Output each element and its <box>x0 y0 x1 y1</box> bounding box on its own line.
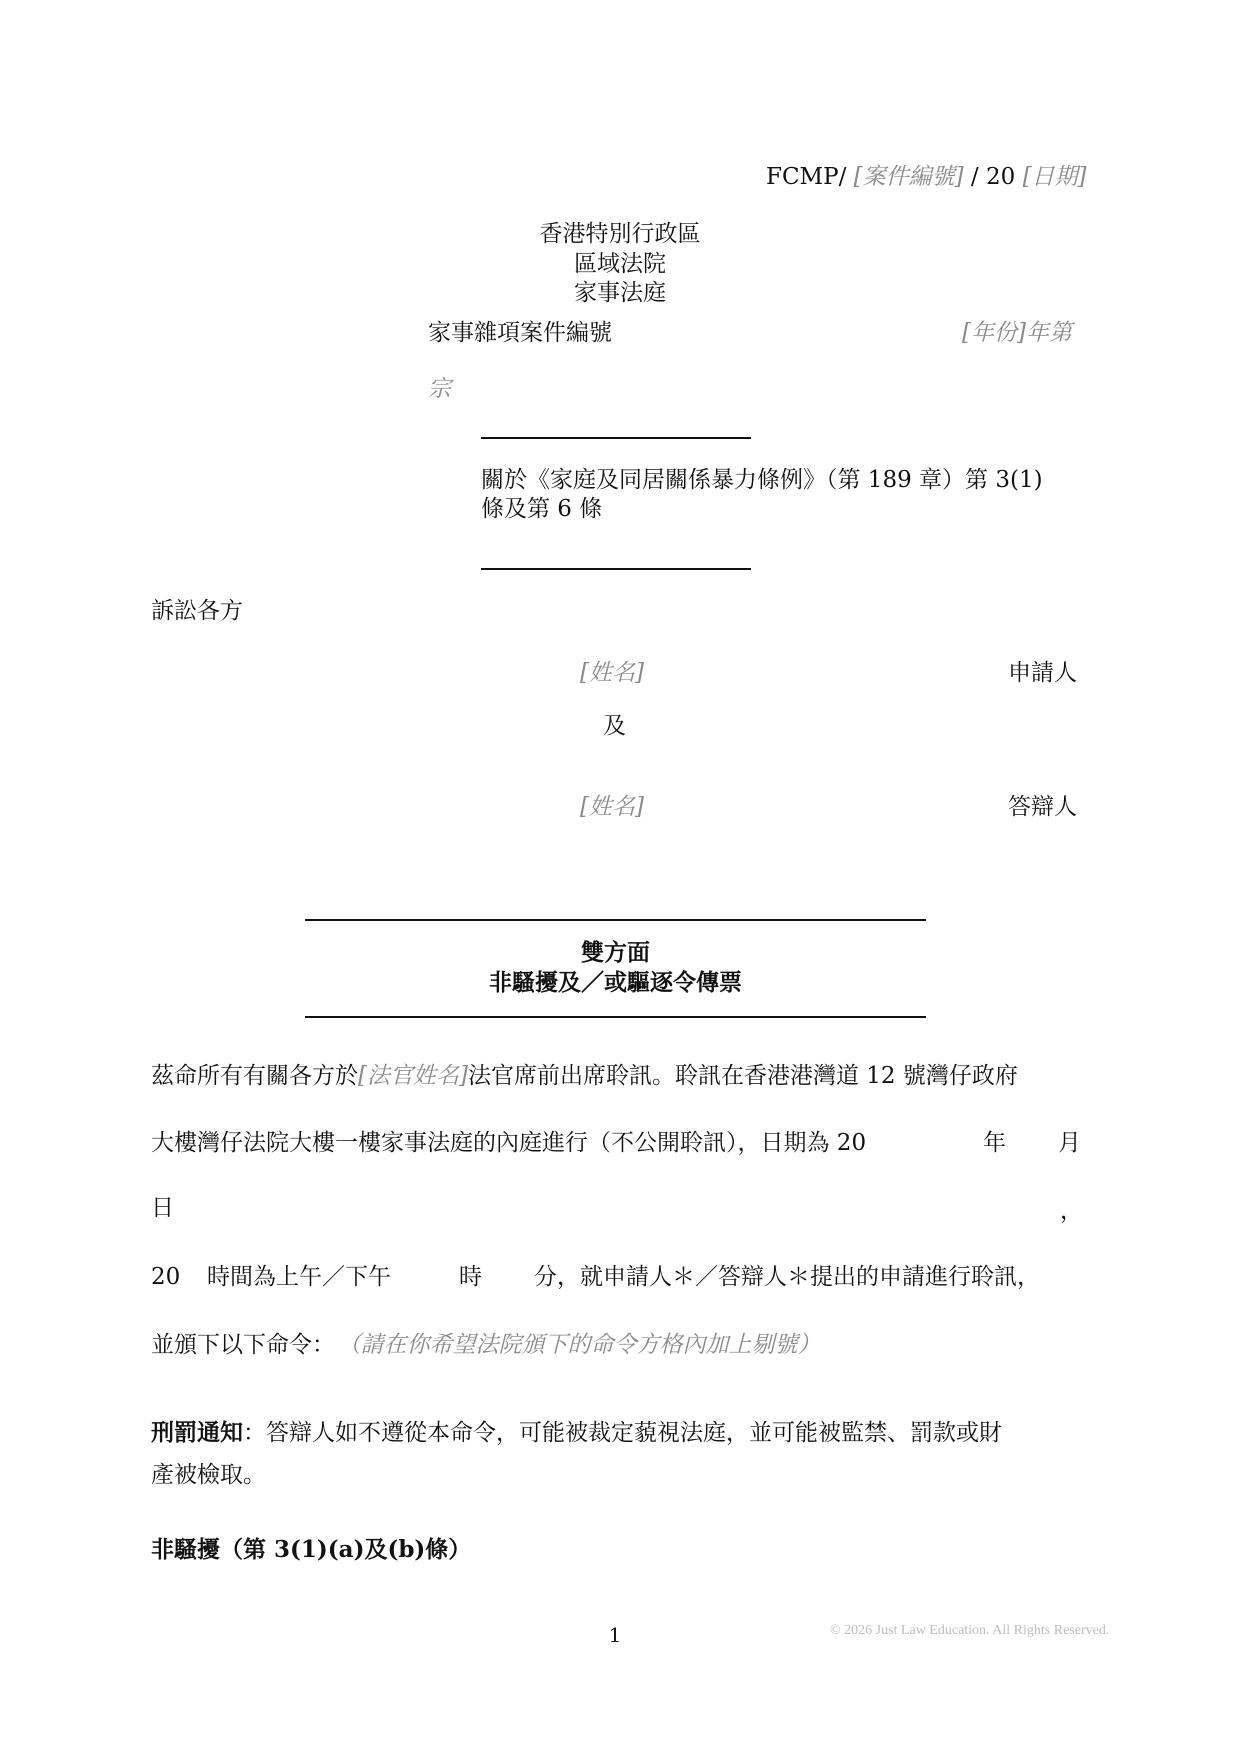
statute-line-1: 關於《家庭及同居關係暴力條例》（第 189 章）第 3(1) <box>481 467 1043 493</box>
year-suffix: 年第 <box>1025 320 1072 346</box>
applicant-name-placeholder: [姓名] <box>580 660 644 686</box>
case-type-label: 家事雜項案件編號 <box>428 320 612 346</box>
case-year-field <box>962 318 1072 348</box>
respondent-name-placeholder: [姓名] <box>580 794 644 820</box>
title-bottom-line <box>305 1016 926 1018</box>
section-heading: 非騷擾（第 3(1)(a)及(b)條） <box>151 1536 472 1563</box>
body-year-label: 年 <box>983 1130 1006 1156</box>
body-text: 茲命所有有關各方於 <box>151 1063 358 1089</box>
page-number: 1 <box>608 1623 622 1647</box>
case-separator: / 20 <box>970 164 1016 190</box>
body-month-label: 月 <box>1058 1130 1081 1156</box>
case-number-suffix: 宗 <box>428 376 451 402</box>
divider-line <box>481 568 751 570</box>
judge-name-placeholder: [法官姓名] <box>358 1063 468 1089</box>
case-prefix: FCMP/ <box>766 164 847 190</box>
body-line-2-text: 大樓灣仔法院大樓一樓家事法庭的內庭進行（不公開聆訊），日期為 20 <box>151 1130 867 1156</box>
body-line-4-20: 20 <box>151 1264 181 1290</box>
body-hour-label: 時 <box>459 1264 482 1290</box>
penal-notice-label: 刑罰通知 <box>151 1419 243 1446</box>
title-line-1: 雙方面 <box>581 939 650 966</box>
body-line-5 <box>151 1330 821 1360</box>
case-number-placeholder: [案件編號] <box>853 164 964 190</box>
penal-notice-text: ：答辯人如不遵從本命令，可能被裁定藐視法庭，並可能被監禁、罰款或財 <box>243 1420 1002 1446</box>
body-minute-text: 分，就申請人＊／答辯人＊提出的申請進行聆訊， <box>534 1264 1040 1290</box>
penal-notice-line-1 <box>151 1418 1002 1448</box>
parties-and: 及 <box>603 713 626 739</box>
body-order-text: 並頒下以下命令： <box>151 1332 335 1358</box>
penal-notice-line-2: 產被檢取。 <box>151 1462 266 1488</box>
body-comma: ， <box>1060 1198 1083 1224</box>
court-line-2: 區域法院 <box>574 251 666 277</box>
copyright-notice: © 2026 Just Law Education. All Rights Reserved. <box>830 1623 1110 1638</box>
divider-line <box>481 437 751 439</box>
body-line-1 <box>151 1061 1018 1091</box>
body-day-label: 日 <box>151 1195 174 1221</box>
applicant-role: 申請人 <box>1008 660 1077 686</box>
body-time-label: 時間為上午／下午 <box>207 1264 391 1290</box>
year-placeholder: [年份] <box>962 320 1026 346</box>
tick-box-hint: （請在你希望法院頒下的命令方格內加上剔號） <box>349 1332 821 1358</box>
court-line-3: 家事法庭 <box>574 280 666 306</box>
court-line-1: 香港特別行政區 <box>539 221 701 247</box>
parties-heading: 訴訟各方 <box>151 598 243 624</box>
respondent-role: 答辯人 <box>1008 794 1077 820</box>
case-number-header <box>766 162 1087 192</box>
title-line-2: 非騷擾及／或驅逐令傳票 <box>489 969 742 996</box>
body-text: 法官席前出席聆訊。聆訊在香港港灣道 12 號灣仔政府 <box>467 1063 1018 1089</box>
date-placeholder: [日期] <box>1022 164 1087 190</box>
title-top-line <box>305 919 926 921</box>
statute-line-2: 條及第 6 條 <box>481 496 603 522</box>
